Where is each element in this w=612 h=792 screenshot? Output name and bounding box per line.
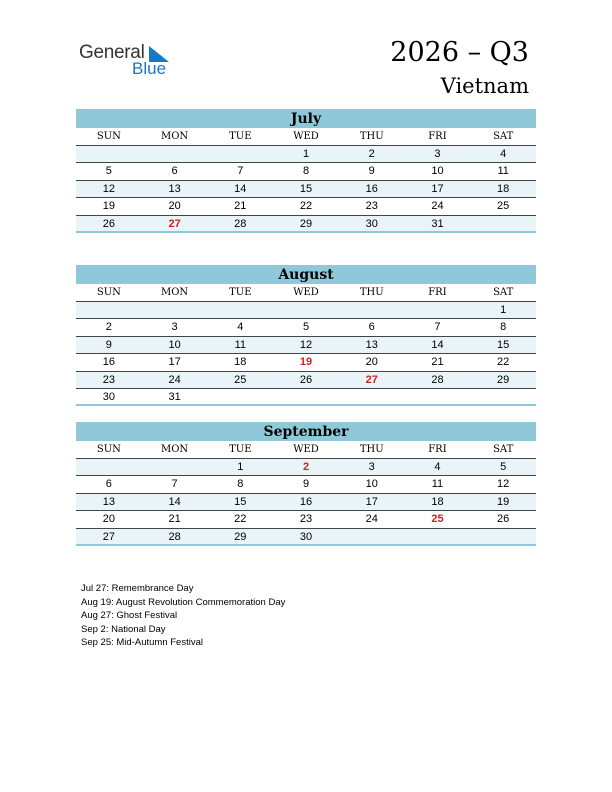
day-cell (142, 302, 208, 318)
day-cell (207, 146, 273, 162)
day-cell: 24 (431, 200, 444, 213)
week-row (76, 494, 536, 511)
day-cell: 25 (234, 373, 247, 386)
day-cell: 21 (234, 200, 247, 213)
day-cell: 17 (365, 495, 378, 508)
day-cell: 23 (299, 513, 313, 526)
day-cell: 5 (500, 461, 507, 473)
day-cell: 26 (299, 373, 313, 386)
day-cell (273, 302, 339, 318)
day-cell: 22 (299, 200, 313, 213)
weekday-label: SUN (96, 131, 121, 142)
holiday-note: Jul 27: Remembrance Day (81, 583, 194, 594)
day-cell: 1 (302, 148, 310, 160)
day-cell: 1 (237, 461, 244, 473)
week-row (76, 511, 536, 528)
weekday-label: FRI (428, 131, 447, 142)
country-name: Vietnam (440, 74, 529, 98)
weekday-header-row (76, 441, 536, 459)
day-cell: 17 (168, 356, 181, 369)
weekday-label: MON (160, 287, 189, 298)
day-cell: 13 (168, 182, 181, 195)
day-cell: 11 (234, 338, 246, 351)
day-cell: 6 (105, 478, 112, 491)
weekday-label: FRI (428, 444, 447, 455)
day-cell: 24 (365, 513, 378, 526)
day-cell: 12 (299, 338, 313, 351)
weekday-header-row (76, 284, 536, 302)
weekday-label: SAT (493, 444, 514, 455)
week-row (76, 181, 536, 198)
day-cell: 4 (500, 148, 507, 160)
month-header: August (76, 265, 536, 284)
day-cell: 16 (299, 495, 313, 508)
day-cell: 10 (168, 338, 181, 351)
day-cell: 30 (102, 390, 115, 403)
day-cell (142, 459, 208, 475)
day-cell: 10 (365, 478, 378, 491)
week-row (76, 459, 536, 476)
day-cell: 8 (237, 478, 244, 491)
day-cell (470, 216, 536, 231)
day-cell (207, 389, 273, 404)
day-cell (405, 389, 471, 404)
day-cell: 7 (237, 165, 244, 178)
day-cell: 20 (168, 200, 181, 213)
month-header: July (76, 109, 536, 128)
day-cell: 28 (168, 530, 181, 543)
week-row (76, 337, 536, 354)
day-cell (76, 146, 142, 162)
day-cell: 21 (431, 356, 444, 369)
day-cell: 16 (365, 182, 378, 195)
holiday-day-cell: 25 (431, 513, 444, 526)
day-cell: 29 (299, 217, 313, 230)
weekday-label: WED (293, 444, 319, 455)
logo (79, 40, 189, 80)
day-cell: 7 (171, 478, 178, 491)
month-august (76, 265, 536, 406)
day-cell: 18 (234, 356, 247, 369)
day-cell: 29 (234, 530, 247, 543)
day-cell: 26 (102, 217, 115, 230)
day-cell: 3 (171, 321, 178, 334)
day-cell: 13 (365, 338, 378, 351)
day-cell: 12 (497, 478, 510, 491)
day-cell (273, 389, 339, 404)
week-row (76, 354, 536, 371)
day-cell: 24 (168, 373, 181, 386)
day-cell: 8 (500, 321, 507, 334)
holiday-note: Aug 19: August Revolution Commemoration Day (81, 596, 286, 608)
day-cell (339, 302, 405, 318)
day-cell: 21 (168, 513, 181, 526)
page-title: 2026 – Q3 (390, 37, 529, 68)
week-row (76, 476, 536, 493)
holiday-day-cell: 27 (365, 373, 378, 386)
day-cell: 31 (431, 217, 444, 230)
day-cell: 4 (434, 461, 441, 473)
day-cell: 15 (234, 495, 247, 508)
day-cell (142, 146, 208, 162)
day-cell (339, 529, 405, 544)
month-header: September (76, 422, 536, 441)
day-cell: 26 (497, 513, 510, 526)
week-row (76, 163, 536, 180)
weekday-label: WED (293, 131, 319, 142)
day-cell: 14 (431, 338, 444, 351)
day-cell: 10 (431, 165, 444, 178)
day-cell: 18 (431, 495, 444, 508)
day-cell: 9 (368, 165, 375, 178)
day-cell: 30 (299, 530, 313, 543)
week-row (76, 529, 536, 546)
weekday-label: SUN (96, 287, 121, 298)
day-cell: 27 (102, 530, 115, 543)
day-cell: 22 (497, 356, 510, 369)
day-cell: 5 (105, 165, 112, 178)
day-cell: 9 (302, 478, 310, 491)
day-cell (470, 389, 536, 404)
weekday-header-row (76, 128, 536, 146)
day-cell: 12 (102, 182, 115, 195)
month-july (76, 109, 536, 233)
day-cell: 30 (365, 217, 378, 230)
day-cell: 20 (102, 513, 115, 526)
week-row (76, 146, 536, 163)
weekday-label: TUE (229, 444, 252, 455)
day-cell: 5 (302, 321, 310, 334)
week-row (76, 216, 536, 233)
day-cell (470, 529, 536, 544)
day-cell: 23 (365, 200, 378, 213)
day-cell: 15 (299, 182, 313, 195)
day-cell (405, 302, 471, 318)
day-cell (405, 529, 471, 544)
day-cell: 13 (102, 495, 115, 508)
day-cell: 19 (102, 200, 115, 213)
weekday-label: MON (160, 444, 189, 455)
weekday-label: THU (359, 131, 384, 142)
day-cell (339, 389, 405, 404)
holiday-note: Sep 25: Mid-Autumn Festival (81, 637, 203, 648)
day-cell: 31 (168, 390, 181, 403)
week-row (76, 198, 536, 215)
day-cell: 14 (168, 495, 181, 508)
day-cell: 28 (234, 217, 247, 230)
week-row (76, 302, 536, 319)
logo-general-text: General (79, 42, 145, 63)
weekday-label: MON (160, 131, 189, 142)
day-cell: 3 (434, 148, 441, 160)
day-cell: 25 (497, 200, 510, 213)
day-cell: 16 (102, 356, 115, 369)
day-cell: 3 (368, 461, 375, 473)
day-cell: 6 (171, 165, 178, 178)
day-cell: 15 (497, 338, 510, 351)
weekday-label: SAT (493, 131, 514, 142)
day-cell: 29 (497, 373, 510, 386)
month-september (76, 422, 536, 546)
day-cell (76, 459, 142, 475)
week-row (76, 372, 536, 389)
day-cell: 20 (365, 356, 378, 369)
weekday-label: TUE (229, 287, 252, 298)
holiday-day-cell: 19 (299, 356, 313, 369)
day-cell: 2 (105, 321, 112, 334)
day-cell: 17 (431, 182, 444, 195)
day-cell: 8 (302, 165, 310, 178)
day-cell (76, 302, 142, 318)
weekday-label: TUE (229, 131, 252, 142)
day-cell: 11 (497, 165, 509, 178)
day-cell (207, 302, 273, 318)
day-cell: 11 (431, 478, 444, 491)
weekday-label: SAT (493, 287, 514, 298)
day-cell: 23 (102, 373, 115, 386)
holiday-note: Aug 27: Ghost Festival (81, 610, 178, 621)
day-cell: 6 (368, 321, 375, 334)
holiday-note: Sep 2: National Day (81, 623, 166, 635)
day-cell: 22 (234, 513, 247, 526)
week-row (76, 389, 536, 406)
day-cell: 18 (497, 182, 510, 195)
weekday-label: FRI (428, 287, 447, 298)
holiday-notes (81, 582, 285, 650)
logo-blue-text: Blue (132, 59, 167, 78)
day-cell: 2 (368, 148, 375, 160)
day-cell: 19 (497, 495, 510, 508)
day-cell: 9 (105, 338, 112, 351)
day-cell: 28 (431, 373, 444, 386)
holiday-day-cell: 27 (168, 217, 181, 230)
day-cell: 1 (500, 304, 507, 316)
weekday-label: SUN (96, 444, 121, 455)
day-cell: 14 (234, 182, 247, 195)
weekday-label: THU (359, 287, 384, 298)
weekday-label: WED (293, 287, 319, 298)
day-cell: 7 (434, 321, 441, 334)
week-row (76, 319, 536, 336)
weekday-label: THU (359, 444, 384, 455)
holiday-day-cell: 2 (302, 461, 310, 473)
day-cell: 4 (237, 321, 244, 334)
